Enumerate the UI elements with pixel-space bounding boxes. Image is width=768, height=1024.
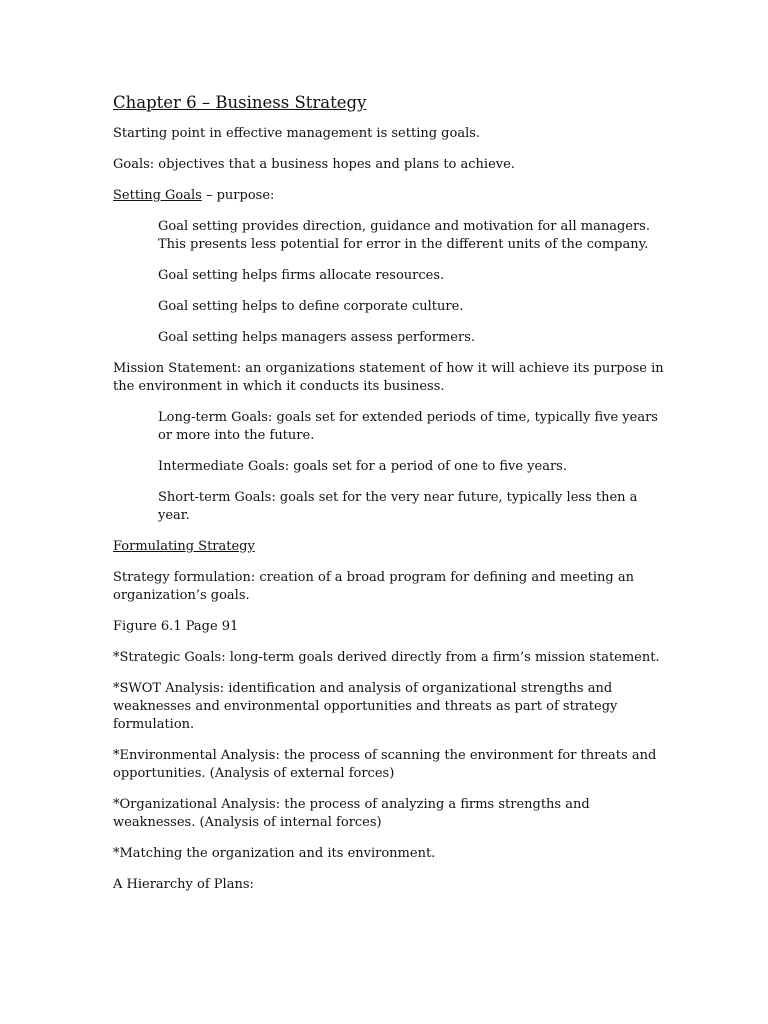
list-item: Goal setting helps firms allocate resources. bbox=[158, 268, 445, 283]
setting-goals-label: Setting Goals bbox=[113, 188, 202, 203]
intro-paragraph: Starting point in effective management is setting goals. bbox=[113, 126, 481, 141]
list-item: Long-term Goals: goals set for extended periods of time, typically five years or more into the future. bbox=[158, 410, 658, 443]
mission-statement: Mission Statement: an organizations statement of how it will achieve its purpose in the environment in which it conducts its business. bbox=[113, 361, 664, 394]
goals-definition: Goals: objectives that a business hopes and plans to achieve. bbox=[113, 157, 515, 172]
page-title: Chapter 6 – Business Strategy bbox=[113, 93, 367, 112]
hierarchy-heading: A Hierarchy of Plans: bbox=[113, 877, 254, 892]
strategy-formulation-definition: Strategy formulation: creation of a broad program for defining and meeting an organization’s goals. bbox=[113, 570, 634, 603]
list-item: Intermediate Goals: goals set for a period of one to five years. bbox=[158, 459, 567, 474]
list-item: Goal setting helps to define corporate culture. bbox=[158, 299, 464, 314]
setting-goals-heading bbox=[113, 187, 673, 205]
list-item: *SWOT Analysis: identification and analysis of organizational strengths and weaknesses and environmental opportunities and threats as part of strategy formulation. bbox=[113, 681, 618, 732]
document-body bbox=[113, 92, 673, 907]
list-item: *Organizational Analysis: the process of analyzing a firms strengths and weaknesses. (Analysis of internal forces) bbox=[113, 797, 590, 830]
list-item: Goal setting helps managers assess performers. bbox=[158, 330, 476, 345]
setting-goals-suffix: – purpose: bbox=[201, 188, 275, 203]
formulating-strategy-label: Formulating Strategy bbox=[113, 539, 255, 554]
list-item: *Matching the organization and its environment. bbox=[113, 846, 436, 861]
figure-reference: Figure 6.1 Page 91 bbox=[113, 619, 239, 634]
list-item: *Strategic Goals: long-term goals derived directly from a firm’s mission statement. bbox=[113, 650, 660, 665]
formulating-strategy-heading bbox=[113, 538, 673, 556]
list-item: *Environmental Analysis: the process of scanning the environment for threats and opportunities. (Analysis of external forces) bbox=[113, 748, 657, 781]
list-item: Goal setting provides direction, guidance and motivation for all managers. This presents less potential for error in the different units of the company. bbox=[158, 219, 650, 252]
list-item: Short-term Goals: goals set for the very near future, typically less then a year. bbox=[158, 490, 638, 523]
